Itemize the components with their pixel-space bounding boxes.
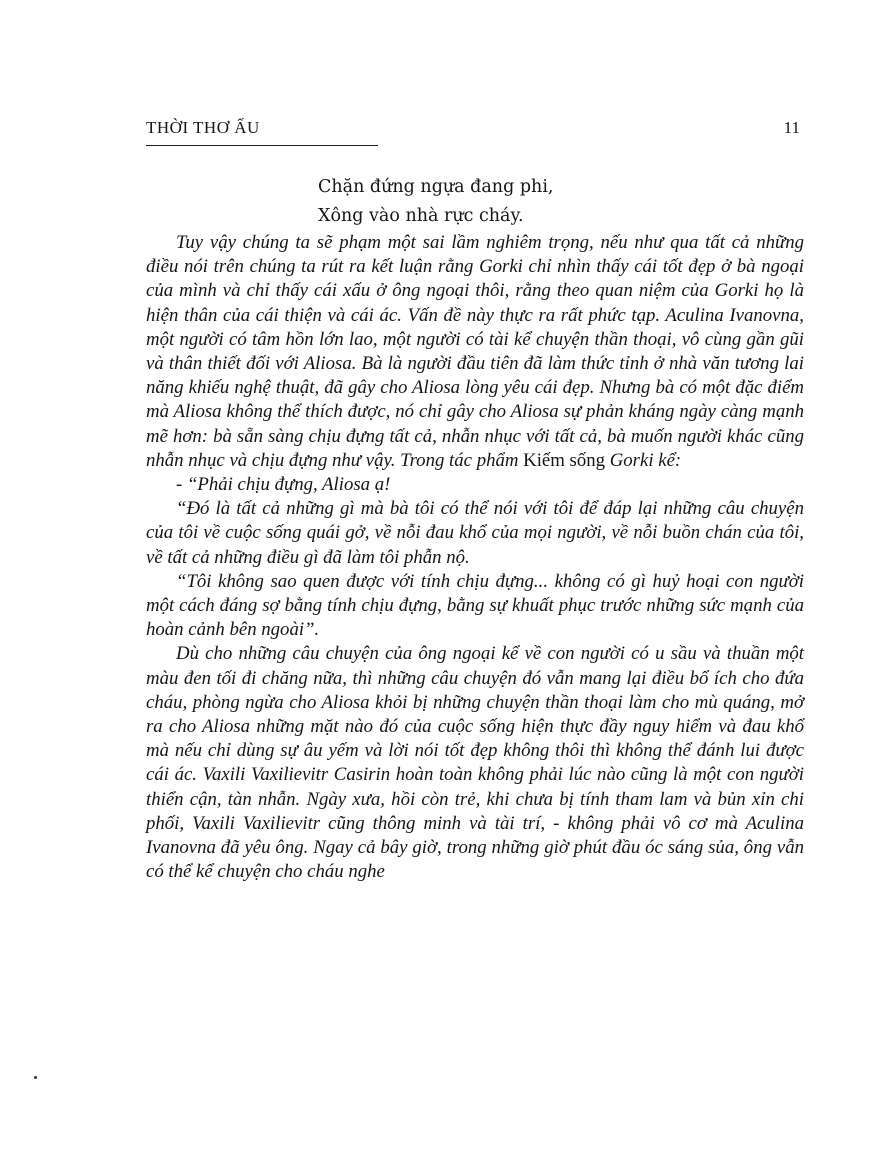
paragraph: - “Phải chịu đựng, Aliosa ạ! (176, 474, 391, 496)
header-rule (146, 145, 378, 146)
book-title-upright: Kiếm sống (523, 449, 606, 471)
paragraph: “Đó là tất cả những gì mà bà tôi có thể nói với tôi để đáp lại những câu chuyện của tôi về cuộc sống quái gở, về nỗi đau khổ của mọi người, về nỗi buồn chán của tôi, về tất cả những điều gì đã làm tôi phẫn nộ. (146, 498, 804, 568)
verse-line: Chặn đứng ngựa đang phi, (318, 177, 554, 197)
verse-line: Xông vào nhà rực cháy. (318, 206, 524, 226)
body-text (146, 231, 804, 884)
paragraph: Dù cho những câu chuyện của ông ngoại kể về con người có u sầu và thuần một màu đen tối đi chăng nữa, thì những câu chuyện đó vẫn mang lại điều bổ ích cho đứa cháu, phòng ngừa cho Aliosa khỏi bị những chuyện thần thoại làm cho mù quáng, mở ra cho Aliosa những mặt nào đó của cuộc sống hiện thực đầy nguy hiểm và đau khổ mà nếu chỉ dùng sự âu yếm và lời nói tốt đẹp không thôi thì không thể đánh lui được cái ác. Vaxili Vaxilievitr Casirin hoàn toàn không phải lúc nào cũng là một con người thiển cận, tàn nhẫn. Ngày xưa, hồi còn trẻ, khi chưa bị tính tham lam và bủn xỉn chi phối, Vaxili Vaxilievitr cũng thông minh và tài trí, - không phải vô cơ mà Aculina Ivanovna đã yêu ông. Ngay cả bây giờ, trong những giờ phút đầu óc sáng sủa, ông vẫn có thể kể chuyện cho cháu nghe (146, 643, 804, 883)
page-number: 11 (783, 118, 800, 137)
chapter-title: THỜI THƠ ẤU (146, 118, 260, 137)
paragraph: “Tôi không sao quen được với tính chịu đựng... không có gì huỷ hoại con người một cách đáng sợ bằng tính chịu đựng, bằng sự khuất phục trước những sức mạnh của hoàn cảnh bên ngoài”. (146, 570, 804, 641)
running-header (146, 118, 804, 142)
scan-speck (34, 1076, 37, 1079)
paragraph: Tuy vậy chúng ta sẽ phạm một sai lầm nghiêm trọng, nếu như qua tất cả những điều nói trên chúng ta rút ra kết luận rằng Gorki chỉ nhìn thấy cái tốt đẹp ở bà ngoại của mình và chỉ thấy cái xấu ở ông ngoại thôi, rằng theo quan niệm của Gorki họ là hiện thân của cái thiện và cái ác. Vấn đề này thực ra rất phức tạp. Aculina Ivanovna, một người có tâm hồn lớn lao, một người có tài kể chuyện thần thoại, vô cùng gần gũi và thân thiết đối với Aliosa. Bà là người đầu tiên đã làm thức tỉnh ở nhà văn tương lai năng khiếu nghệ thuật, đã gây cho Aliosa lòng yêu cái đẹp. Nhưng bà có một đặc điểm mà Aliosa không thể thích được, nó chỉ gây cho Aliosa sự phản kháng ngày càng mạnh mẽ hơn: bà sẵn sàng chịu đựng tất cả, nhẫn nhục với tất cả, bà muốn người khác cũng nhẫn nhục và chịu đựng như vậy. Trong tác phẩm Kiếm sống Gorki kể: (146, 232, 804, 471)
